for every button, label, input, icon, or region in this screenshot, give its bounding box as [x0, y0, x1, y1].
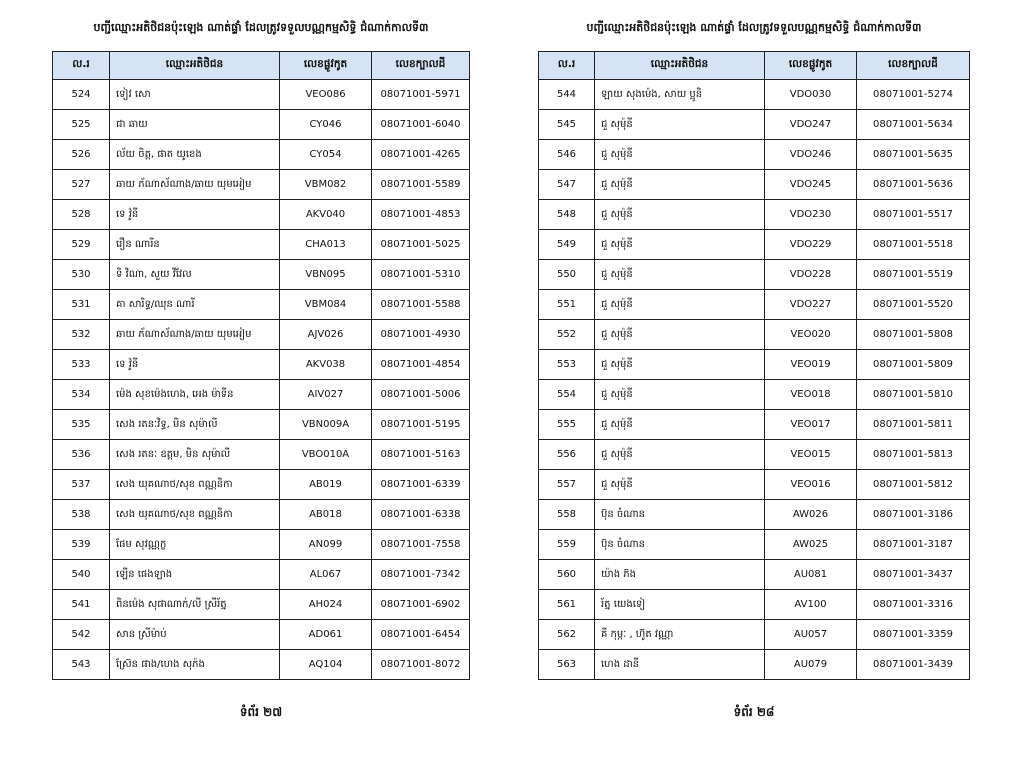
code: AV100: [765, 590, 857, 620]
parcel-number: 08071001-5811: [857, 410, 970, 440]
parcel-number: 08071001-3439: [857, 650, 970, 680]
table-row: [539, 170, 970, 200]
code: CY054: [280, 140, 372, 170]
row-number: 562: [539, 620, 595, 650]
code: VBM082: [280, 170, 372, 200]
table-row: [53, 380, 470, 410]
customer-name: យ៉ាង ភ៊ង: [595, 560, 765, 590]
row-number: 525: [53, 110, 110, 140]
customer-name: ជួ សុម៉ុនី: [595, 320, 765, 350]
customer-name: ទេ វ៉ូនី: [110, 200, 280, 230]
row-number: 534: [53, 380, 110, 410]
table-row: [53, 650, 470, 680]
table-row: [53, 410, 470, 440]
row-number: 554: [539, 380, 595, 410]
customer-name: ជួ សុម៉ុនី: [595, 350, 765, 380]
code: VBM084: [280, 290, 372, 320]
row-number: 537: [53, 470, 110, 500]
parcel-number: 08071001-5812: [857, 470, 970, 500]
code: VDO247: [765, 110, 857, 140]
parcel-number: 08071001-6040: [372, 110, 470, 140]
parcel-number: 08071001-5518: [857, 230, 970, 260]
customer-name: ឡាយ សុងម៉េង, សាយ ប្អូនិ: [595, 80, 765, 110]
parcel-number: 08071001-5519: [857, 260, 970, 290]
customer-name: ជួ សុម៉ុនី: [595, 170, 765, 200]
parcel-number: 08071001-7558: [372, 530, 470, 560]
page-title: បញ្ជីឈ្មោះអតិថិជនប៉ុះឡេង ណាត់ផ្ទាំ ដែលត្រូវទទួលបណ្ណកម្មសិទ្ធិ ជំណាក់កាលទី៣: [93, 21, 429, 34]
table-row: [53, 350, 470, 380]
code: VEO016: [765, 470, 857, 500]
customer-name: ពិនម៉េង សុផាណាក់/លី ស្រីរ័ត្ន: [110, 590, 280, 620]
parcel-number: 08071001-4265: [372, 140, 470, 170]
header-customer-name: ឈ្មោះអតិថិជន: [595, 52, 765, 80]
row-number: 558: [539, 500, 595, 530]
parcel-number: 08071001-5520: [857, 290, 970, 320]
table-row: [539, 590, 970, 620]
row-number: 560: [539, 560, 595, 590]
code: AU057: [765, 620, 857, 650]
table-row: [53, 530, 470, 560]
table-row: [539, 350, 970, 380]
customer-name: សាន ស្រីម៉ាប់: [110, 620, 280, 650]
customer-name: គា សារិទ្ធ/ឈុន ណារី: [110, 290, 280, 320]
parcel-number: 08071001-6902: [372, 590, 470, 620]
code: VDO230: [765, 200, 857, 230]
header-parcel-number: លេខក្បាលដី: [372, 52, 470, 80]
parcel-number: 08071001-5274: [857, 80, 970, 110]
parcel-number: 08071001-5810: [857, 380, 970, 410]
page-number: ទំព័រ ២៧: [239, 705, 283, 719]
header-number: ល.រ: [53, 52, 110, 80]
page-title: បញ្ជីឈ្មោះអតិថិជនប៉ុះឡេង ណាត់ផ្ទាំ ដែលត្រូវទទួលបណ្ណកម្មសិទ្ធិ ជំណាក់កាលទី៣: [586, 21, 922, 34]
code: VDO228: [765, 260, 857, 290]
table-row: [53, 170, 470, 200]
row-number: 550: [539, 260, 595, 290]
parcel-number: 08071001-6339: [372, 470, 470, 500]
row-number: 535: [53, 410, 110, 440]
customer-name: រ័ត្ន យេងទៀ: [595, 590, 765, 620]
customer-name: ជួ សុម៉ុនី: [595, 230, 765, 260]
parcel-number: 08071001-5163: [372, 440, 470, 470]
table-row: [53, 560, 470, 590]
code: AU079: [765, 650, 857, 680]
code: AL067: [280, 560, 372, 590]
table-row: [53, 260, 470, 290]
customer-name: ឡើន ផេងឡាង: [110, 560, 280, 590]
parcel-number: 08071001-5589: [372, 170, 470, 200]
table-row: [539, 530, 970, 560]
row-number: 539: [53, 530, 110, 560]
row-number: 541: [53, 590, 110, 620]
parcel-number: 08071001-3186: [857, 500, 970, 530]
table-row: [53, 290, 470, 320]
customer-name: ប៊ុន ចំណាន: [595, 530, 765, 560]
parcel-number: 08071001-5809: [857, 350, 970, 380]
row-number: 532: [53, 320, 110, 350]
table-row: [53, 200, 470, 230]
parcel-number: 08071001-3316: [857, 590, 970, 620]
code: VEO015: [765, 440, 857, 470]
code: CY046: [280, 110, 372, 140]
row-number: 530: [53, 260, 110, 290]
row-number: 561: [539, 590, 595, 620]
row-number: 548: [539, 200, 595, 230]
code: AIV027: [280, 380, 372, 410]
table-row: [53, 590, 470, 620]
code: VEO019: [765, 350, 857, 380]
parcel-number: 08071001-5310: [372, 260, 470, 290]
header-code: លេខផ្លូវកូត: [280, 52, 372, 80]
parcel-number: 08071001-6454: [372, 620, 470, 650]
parcel-number: 08071001-5634: [857, 110, 970, 140]
table-row: [53, 140, 470, 170]
code: VDO245: [765, 170, 857, 200]
table-row: [539, 200, 970, 230]
table-row: [539, 110, 970, 140]
parcel-number: 08071001-5006: [372, 380, 470, 410]
code: AW026: [765, 500, 857, 530]
table-row: [53, 320, 470, 350]
parcel-number: 08071001-5025: [372, 230, 470, 260]
customer-name: រឿន ណារីន: [110, 230, 280, 260]
code: AKV038: [280, 350, 372, 380]
code: VBN009A: [280, 410, 372, 440]
customer-name: ប៊ុន ចំណាន: [595, 500, 765, 530]
code: AN099: [280, 530, 372, 560]
code: AH024: [280, 590, 372, 620]
header-customer-name: ឈ្មោះអតិថិជន: [110, 52, 280, 80]
row-number: 526: [53, 140, 110, 170]
row-number: 527: [53, 170, 110, 200]
customer-name: ជួ សុម៉ុនី: [595, 470, 765, 500]
parcel-number: 08071001-3187: [857, 530, 970, 560]
customer-name: ឆាយ ភ័ណាស័ណាង/ឆាយ យុមអៀម: [110, 320, 280, 350]
parcel-number: 08071001-3359: [857, 620, 970, 650]
table-row: [53, 110, 470, 140]
row-number: 538: [53, 500, 110, 530]
page-number: ទំព័រ ២៨: [733, 705, 775, 719]
code: AJV026: [280, 320, 372, 350]
parcel-number: 08071001-7342: [372, 560, 470, 590]
row-number: 542: [53, 620, 110, 650]
header-code: លេខផ្លូវកូត: [765, 52, 857, 80]
table-row: [53, 440, 470, 470]
row-number: 552: [539, 320, 595, 350]
customer-name: ជួ សុម៉ុនី: [595, 140, 765, 170]
customer-name: ម៉េង សុខម៉េងហេង, អេង ម៉ាទីន: [110, 380, 280, 410]
table-row: [539, 320, 970, 350]
row-number: 540: [53, 560, 110, 590]
table-row: [539, 650, 970, 680]
code: AD061: [280, 620, 372, 650]
table-row: [539, 560, 970, 590]
table-header-row: [539, 52, 970, 80]
customer-name: ជួ សុម៉ុនី: [595, 290, 765, 320]
parcel-number: 08071001-4854: [372, 350, 470, 380]
row-number: 549: [539, 230, 595, 260]
parcel-number: 08071001-5813: [857, 440, 970, 470]
row-number: 559: [539, 530, 595, 560]
customer-name: សេង រតនៈ ឧត្តម, មិន សុម៉ាលី: [110, 440, 280, 470]
code: AKV040: [280, 200, 372, 230]
row-number: 531: [53, 290, 110, 320]
row-number: 556: [539, 440, 595, 470]
customer-name: ជួ សុម៉ុនី: [595, 440, 765, 470]
customer-name: ល័យ ចិត្ត, ផាត យូខេង: [110, 140, 280, 170]
parcel-number: 08071001-5195: [372, 410, 470, 440]
customer-name: ទិ វិណា, សួយ វីវែល: [110, 260, 280, 290]
code: CHA013: [280, 230, 372, 260]
parcel-number: 08071001-8072: [372, 650, 470, 680]
customer-name: ឆាយ ភ័ណាស័ណាង/ឆាយ យុមអៀម: [110, 170, 280, 200]
table-row: [539, 230, 970, 260]
table-row: [539, 140, 970, 170]
row-number: 557: [539, 470, 595, 500]
code: VDO227: [765, 290, 857, 320]
table-row: [539, 440, 970, 470]
parcel-number: 08071001-4930: [372, 320, 470, 350]
table-row: [539, 380, 970, 410]
customer-name: ជួ សុម៉ុនី: [595, 110, 765, 140]
code: VDO030: [765, 80, 857, 110]
row-number: 524: [53, 80, 110, 110]
table-row: [53, 470, 470, 500]
code: VEO017: [765, 410, 857, 440]
customer-name: ស្រ៊ែន ផាង/ហេង សុភ៉ង: [110, 650, 280, 680]
row-number: 563: [539, 650, 595, 680]
code: AB018: [280, 500, 372, 530]
row-number: 536: [53, 440, 110, 470]
row-number: 546: [539, 140, 595, 170]
row-number: 528: [53, 200, 110, 230]
row-number: 547: [539, 170, 595, 200]
table-row: [53, 80, 470, 110]
code: AU081: [765, 560, 857, 590]
customer-name: ជួ សុម៉ុនី: [595, 380, 765, 410]
table-row: [539, 290, 970, 320]
parcel-number: 08071001-5635: [857, 140, 970, 170]
row-number: 545: [539, 110, 595, 140]
customer-name: សេង យុគណាថ/សុខ ពណ្ណនិកា: [110, 470, 280, 500]
code: VDO246: [765, 140, 857, 170]
customer-name: ជា ឆាយ: [110, 110, 280, 140]
code: VEO086: [280, 80, 372, 110]
customer-table: [52, 51, 470, 680]
row-number: 544: [539, 80, 595, 110]
table-row: [539, 260, 970, 290]
page-28: [538, 18, 970, 680]
customer-name: ផែម សុវណ្ណក្ខ: [110, 530, 280, 560]
parcel-number: 08071001-4853: [372, 200, 470, 230]
header-number: ល.រ: [539, 52, 595, 80]
parcel-number: 08071001-6338: [372, 500, 470, 530]
code: VDO229: [765, 230, 857, 260]
code: VEO020: [765, 320, 857, 350]
row-number: 543: [53, 650, 110, 680]
code: VBN095: [280, 260, 372, 290]
customer-name: សេង យុគណាថ/សុខ ពណ្ណនិកា: [110, 500, 280, 530]
table-row: [539, 470, 970, 500]
code: AQ104: [280, 650, 372, 680]
customer-table: [538, 51, 970, 680]
customer-name: គី កុម្ភៈ , ហ៊ូត វណ្ណា: [595, 620, 765, 650]
table-row: [539, 500, 970, 530]
parcel-number: 08071001-3437: [857, 560, 970, 590]
customer-name: ជួ សុម៉ុនី: [595, 200, 765, 230]
table-row: [53, 500, 470, 530]
parcel-number: 08071001-5808: [857, 320, 970, 350]
customer-name: សេង រតនៈវិទ្ធ, មិន សុម៉ាលី: [110, 410, 280, 440]
customer-name: ជួ សុម៉ុនី: [595, 260, 765, 290]
code: AB019: [280, 470, 372, 500]
code: VBO010A: [280, 440, 372, 470]
customer-name: ទៀវ សោ: [110, 80, 280, 110]
table-row: [53, 230, 470, 260]
table-row: [53, 620, 470, 650]
row-number: 529: [53, 230, 110, 260]
row-number: 551: [539, 290, 595, 320]
parcel-number: 08071001-5971: [372, 80, 470, 110]
parcel-number: 08071001-5588: [372, 290, 470, 320]
code: AW025: [765, 530, 857, 560]
customer-name: ហេង ដានី: [595, 650, 765, 680]
customer-name: ទេ វ៉ូនី: [110, 350, 280, 380]
table-row: [539, 620, 970, 650]
parcel-number: 08071001-5636: [857, 170, 970, 200]
row-number: 553: [539, 350, 595, 380]
table-row: [539, 410, 970, 440]
row-number: 555: [539, 410, 595, 440]
customer-name: ជួ សុម៉ុនី: [595, 410, 765, 440]
table-header-row: [53, 52, 470, 80]
page-27: [52, 18, 470, 680]
header-parcel-number: លេខក្បាលដី: [857, 52, 970, 80]
code: VEO018: [765, 380, 857, 410]
table-row: [539, 80, 970, 110]
row-number: 533: [53, 350, 110, 380]
parcel-number: 08071001-5517: [857, 200, 970, 230]
